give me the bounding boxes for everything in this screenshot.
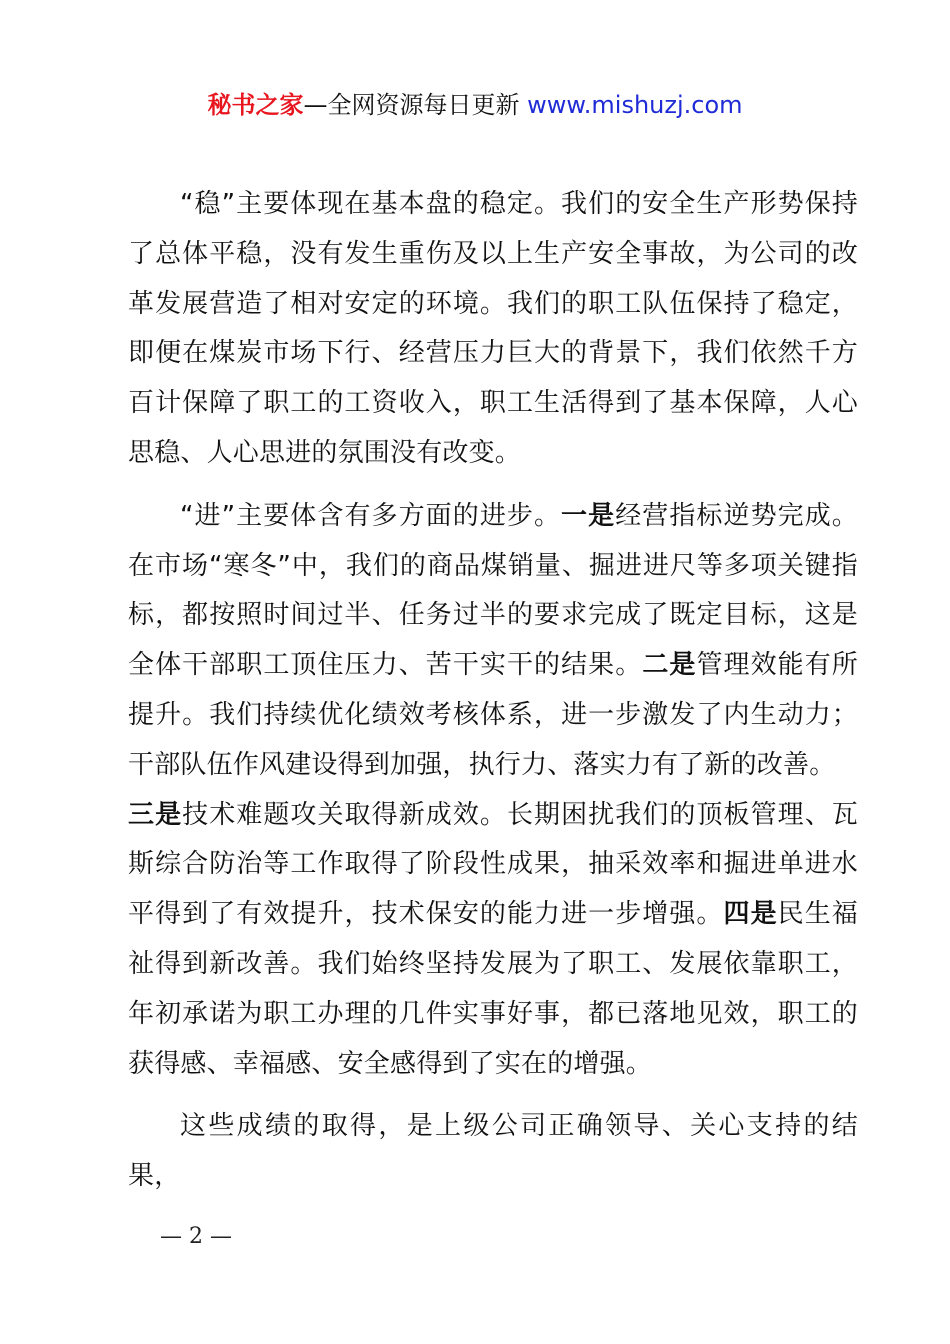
point-3-label: 三是 [128,799,183,830]
point-2-label: 二是 [642,650,697,681]
paragraph-stability: “稳”主要体现在基本盘的稳定。我们的安全生产形势保持了总体平稳，没有发生重伤及以上生产安全事故，为公司的改革发展营造了相对安定的环境。我们的职工队伍保持了稳定，即便在煤炭市场下行、经营压力巨大的背景下，我们依然千方百计保障了职工的工资收入，职工生活得到了基本保障，人心思稳、人心思进的氛围没有改变。 [128,189,858,468]
page-header [0,86,950,124]
paragraph-progress [128,492,858,1090]
brand-name: 秘书之家 [207,91,304,119]
website-link[interactable]: www.mishuzj.com [527,91,743,119]
point-1-label: 一是 [561,500,616,531]
page-number: — 2 — [160,1224,232,1249]
progress-intro: “进”主要体含有多方面的进步。 [180,500,562,531]
point-4-label: 四是 [723,899,778,930]
point-4-text: 民生福祉得到新改善。我们始终坚持发展为了职工、发展依靠职工，年初承诺为职工办理的几件实事好事，都已落地见效，职工的获得感、幸福感、安全感得到了实在的增强。 [128,899,858,1079]
point-2-text: 管理效能有所提升。我们持续优化绩效考核体系，进一步激发了内生动力；干部队伍作风建设得到加强，执行力、落实力有了新的改善。 [128,650,858,780]
point-3-text: 技术难题攻关取得新成效。长期困扰我们的顶板管理、瓦斯综合防治等工作取得了阶段性成果，抽采效率和掘进单进水平得到了有效提升，技术保安的能力进一步增强。 [128,799,858,930]
point-1-text: 经营指标逆势完成。在市场“寒冬”中，我们的商品煤销量、掘进进尺等多项关键指标，都按照时间过半、任务过半的要求完成了既定目标，这是全体干部职工顶住压力、苦干实干的结果。 [128,500,858,681]
document-body [128,180,858,1215]
paragraph-achievements: 这些成绩的取得，是上级公司正确领导、关心支持的结果， [128,1111,858,1192]
header-tagline: —全网资源每日更新 [303,91,520,119]
